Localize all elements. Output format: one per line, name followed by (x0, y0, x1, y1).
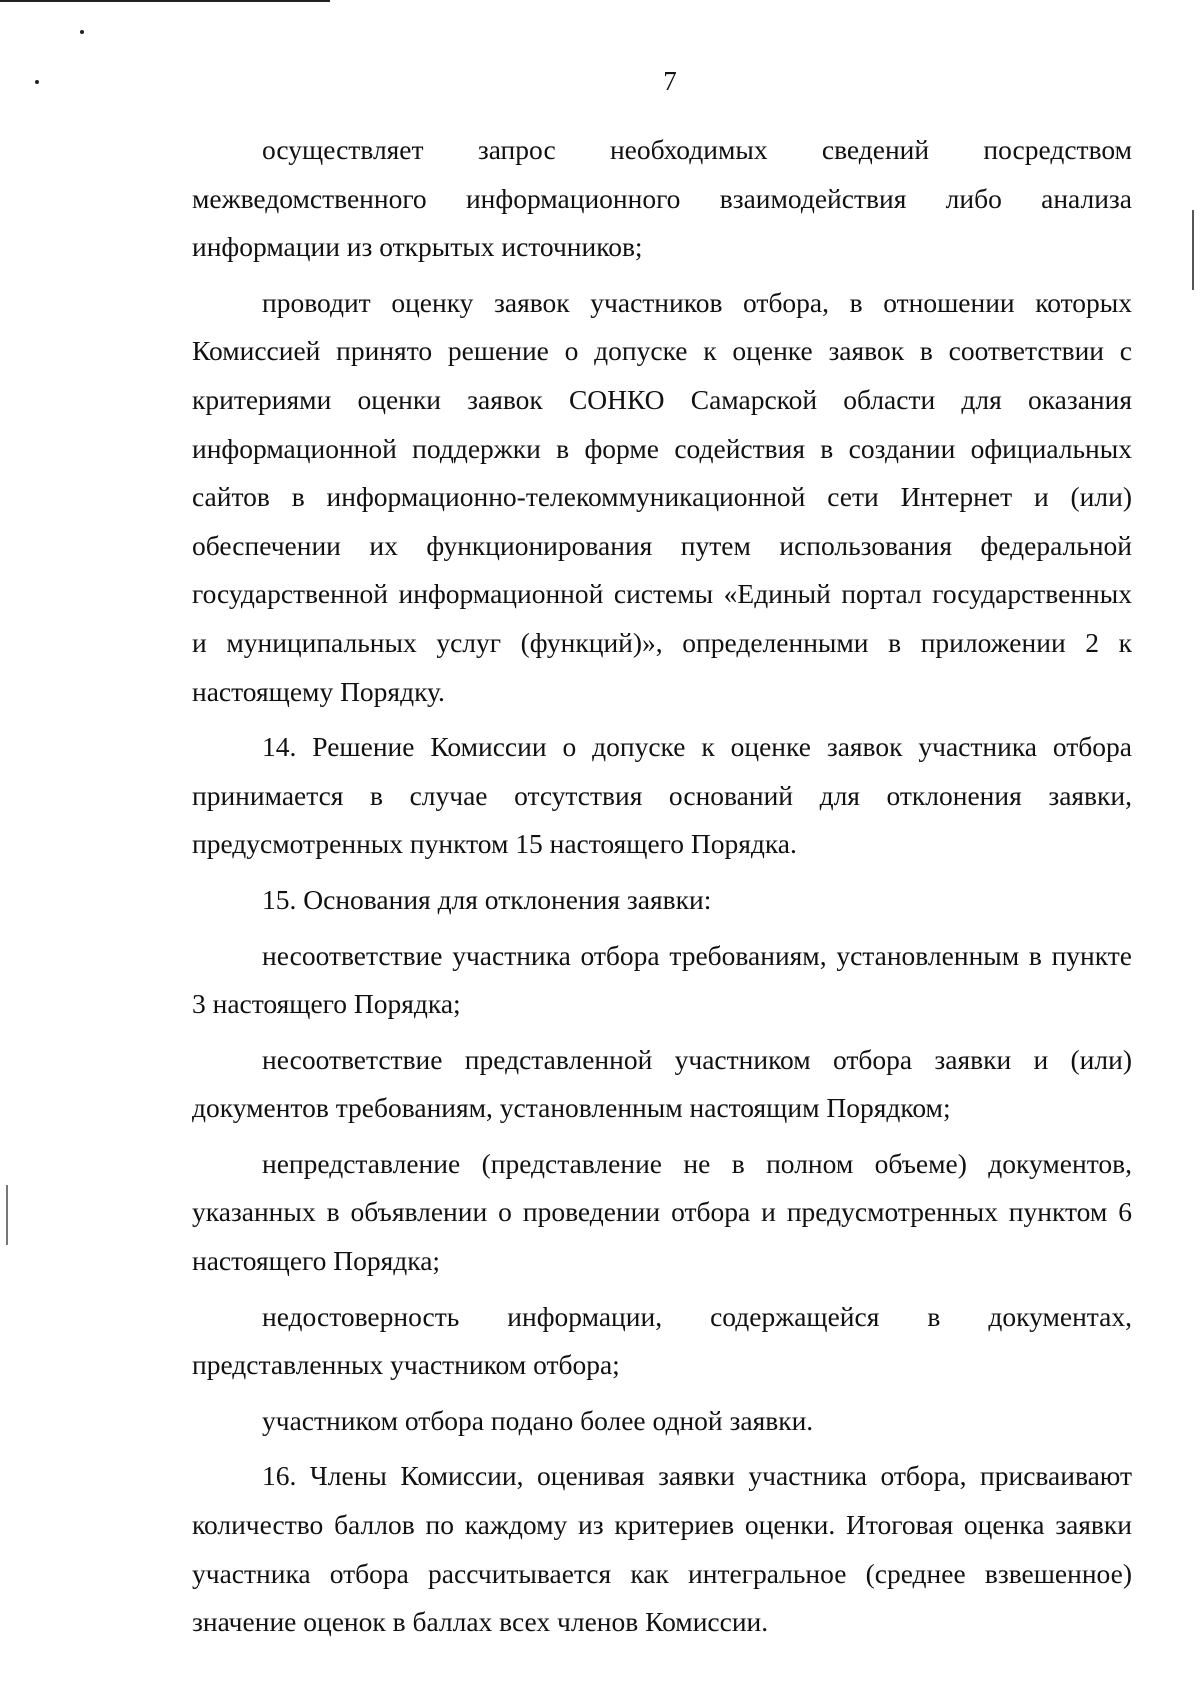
paragraph: непредставление (представление не в полном объеме) документов, указанных в объявлении о проведении отбора и предусмотренных пунктом 6 настоящего Порядка; (192, 1147, 1132, 1277)
paragraph: 14. Решение Комиссии о допуске к оценке заявок участника отбора принимается в случае отсутствия оснований для отклонения заявки, предусмотренных пунктом 15 настоящего Порядка. (192, 731, 1132, 860)
scan-edge-mark (1192, 210, 1194, 290)
paragraph: осуществляет запрос необходимых сведений посредством межведомственного информационного взаимодействия либо анализа информации из открытых источников; (192, 134, 1132, 263)
paragraph: недостоверность информации, содержащейся в документах, представленных участником отбора; (192, 1300, 1132, 1381)
document-body (192, 126, 1132, 1654)
paragraph: несоответствие представленной участником отбора заявки и (или) документов требованиям, установленным настоящим Порядком; (192, 1043, 1132, 1124)
paragraph: проводит оценку заявок участников отбора, в отношении которых Комиссией принято решение о допуске к оценке заявок в соответствии с критериями оценки заявок СОНКО Самарской области для оказания информационной поддержки в форме содействия в создании официальных сайтов в информационно-телекоммуникационной сети Интернет и (или) обеспечении их функционирования путем использования федеральной государственной информационной системы «Единый портал государственных и муниципальных услуг (функций)», определенными в приложении 2 к настоящему Порядку. (192, 286, 1132, 707)
scan-edge-line (0, 0, 330, 2)
scan-speck (80, 30, 84, 34)
scan-edge-mark (6, 1185, 8, 1245)
paragraph: участником отбора подано более одной заявки. (262, 1404, 814, 1436)
paragraph: несоответствие участника отбора требованиям, установленным в пункте 3 настоящего Порядка; (192, 939, 1132, 1020)
paragraph: 15. Основания для отклонения заявки: (262, 883, 712, 915)
paragraph: 16. Члены Комиссии, оценивая заявки участника отбора, присваивают количество баллов по каждому из критериев оценки. Итоговая оценка заявки участника отбора рассчитывается как интегральное (среднее взвешенное) значение оценок в баллах всех членов Комиссии. (192, 1460, 1132, 1638)
page-number: 7 (663, 66, 677, 96)
